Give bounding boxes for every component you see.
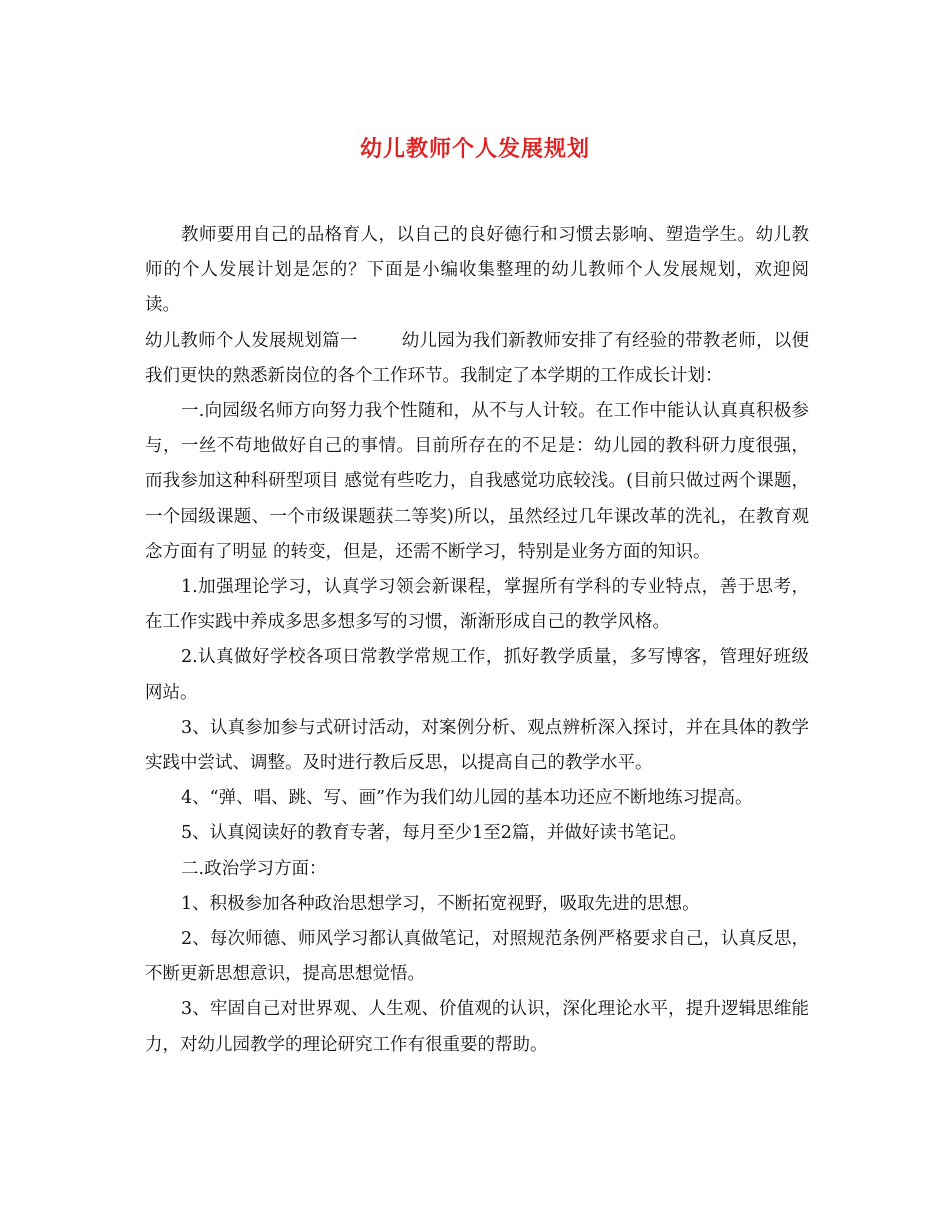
paragraph-item-1: 1.加强理论学习，认真学习领会新课程，掌握所有学科的专业特点，善于思考，在工作实践中养成多思多想多写的习惯，渐渐形成自己的教学风格。	[145, 577, 809, 633]
paragraph-item-5: 5、认真阅读好的教育专著，每月至少1至2篇，并做好读书笔记。	[181, 823, 687, 844]
section-intro-text: 幼儿园为我们新教师安排了有经验的带教老师，以便我们更快的熟悉新岗位的各个工作环节。我制定了本学期的工作成长计划：	[145, 330, 810, 386]
intro-paragraph: 教师要用自己的品格育人，以自己的良好德行和习惯去影响、塑造学生。幼儿教师的个人发展计划是怎的？下面是小编收集整理的幼儿教师个人发展规划，欢迎阅读。	[145, 225, 809, 316]
paragraph-politics-1: 1、积极参加各种政治思想学习，不断拓宽视野，吸取先进的思想。	[181, 893, 700, 914]
paragraph-item-4: 4、“弹、唱、跳、写、画”作为我们幼儿园的基本功还应不断地练习提高。	[181, 788, 753, 809]
paragraph-goal-two: 二.政治学习方面：	[181, 858, 327, 879]
paragraph-item-3: 3、认真参加参与式研讨活动，对案例分析、观点辨析深入探讨，并在具体的教学实践中尝试、调整。及时进行教后反思，以提高自己的教学水平。	[145, 717, 809, 774]
document-body	[145, 218, 809, 1063]
paragraph-politics-2: 2、每次师德、师风学习都认真做笔记，对照规范条例严格要求自己，认真反思，不断更新思想意识，提高思想觉悟。	[145, 929, 809, 985]
paragraph-politics-3: 3、牢固自己对世界观、人生观、价值观的认识，深化理论水平，提升逻辑思维能力，对幼儿园教学的理论研究工作有很重要的帮助。	[145, 999, 809, 1055]
section-heading: 幼儿教师个人发展规划篇一	[145, 330, 358, 351]
section-paragraph	[145, 324, 809, 394]
document-title: 幼儿教师个人发展规划	[359, 136, 590, 162]
paragraph-goal-one: 一.向园级名师方向努力我个性随和，从不与人计较。在工作中能认认真真积极参与，一丝不苟地做好自己的事情。目前所存在的不足是：幼儿园的教科研力度很强，而我参加这种科研型项目 感觉有些吃力，自我感觉功底较浅。(目前只做过两个课题，一个园级课题、一个市级课题获二等奖)所以，虽然经过几年课改革的洗礼，在教育观念方面有了明显 的转变，但是，还需不断学习，特别是业务方面的知识。	[145, 401, 809, 562]
paragraph-item-2: 2.认真做好学校各项日常教学常规工作，抓好教学质量，多写博客，管理好班级网站。	[145, 647, 809, 703]
